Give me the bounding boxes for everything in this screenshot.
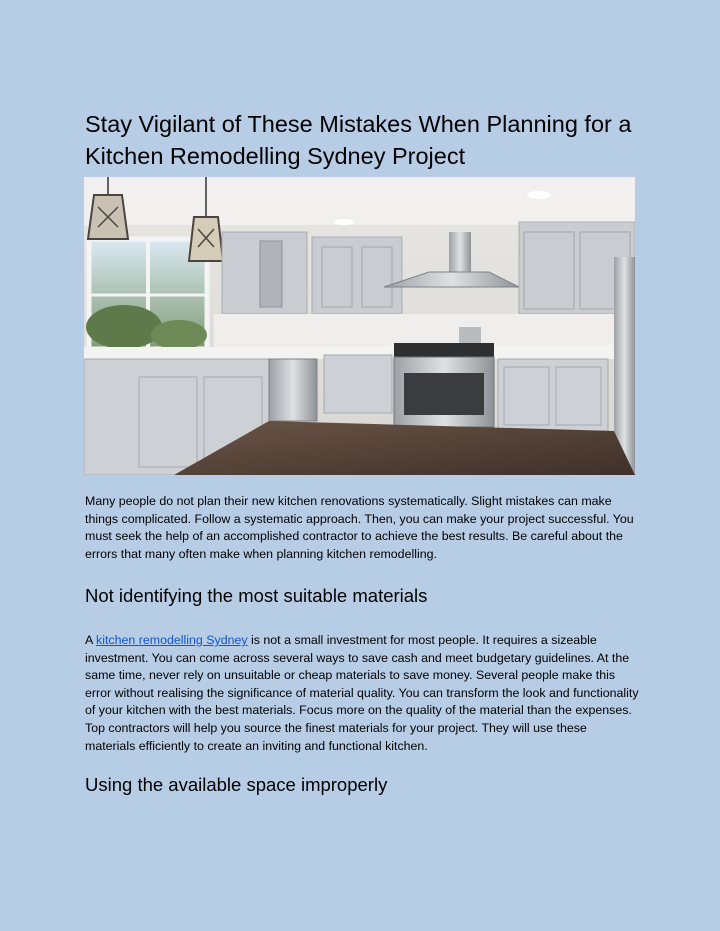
kitchen-photo	[84, 177, 635, 475]
materials-prefix: A	[85, 633, 97, 647]
intro-paragraph: Many people do not plan their new kitchen renovations systematically. Slight mistakes can make things complicated. Follow a systematic approach. Then, you can make your project successful. You must seek the help of an accomplished contractor to achieve the best results. Be careful about the errors that many often make when planning kitchen remodelling.	[85, 494, 634, 561]
section-heading-space: Using the available space improperly	[85, 774, 388, 795]
materials-body: is not a small investment for most people. It requires a sizeable investment. You can come across several ways to save cash and meet budgetary guidelines. At the same time, never rely on unsuitable or cheap materials to save money. Several people make this error without realising the significance of material quality. You can transform the look and functionality of your kitchen with the best materials. Focus more on the quality of the material than the expenses. Top contractors will help you source the finest materials for your project. They will use these materials efficiently to create an inviting and functional kitchen.	[85, 633, 639, 753]
page-title: Stay Vigilant of These Mistakes When Planning for a Kitchen Remodelling Sydney Project	[85, 111, 632, 169]
materials-paragraph	[85, 632, 640, 755]
kitchen-remodelling-link[interactable]: kitchen remodelling Sydney	[96, 633, 248, 647]
section-heading-materials: Not identifying the most suitable materials	[85, 585, 428, 606]
